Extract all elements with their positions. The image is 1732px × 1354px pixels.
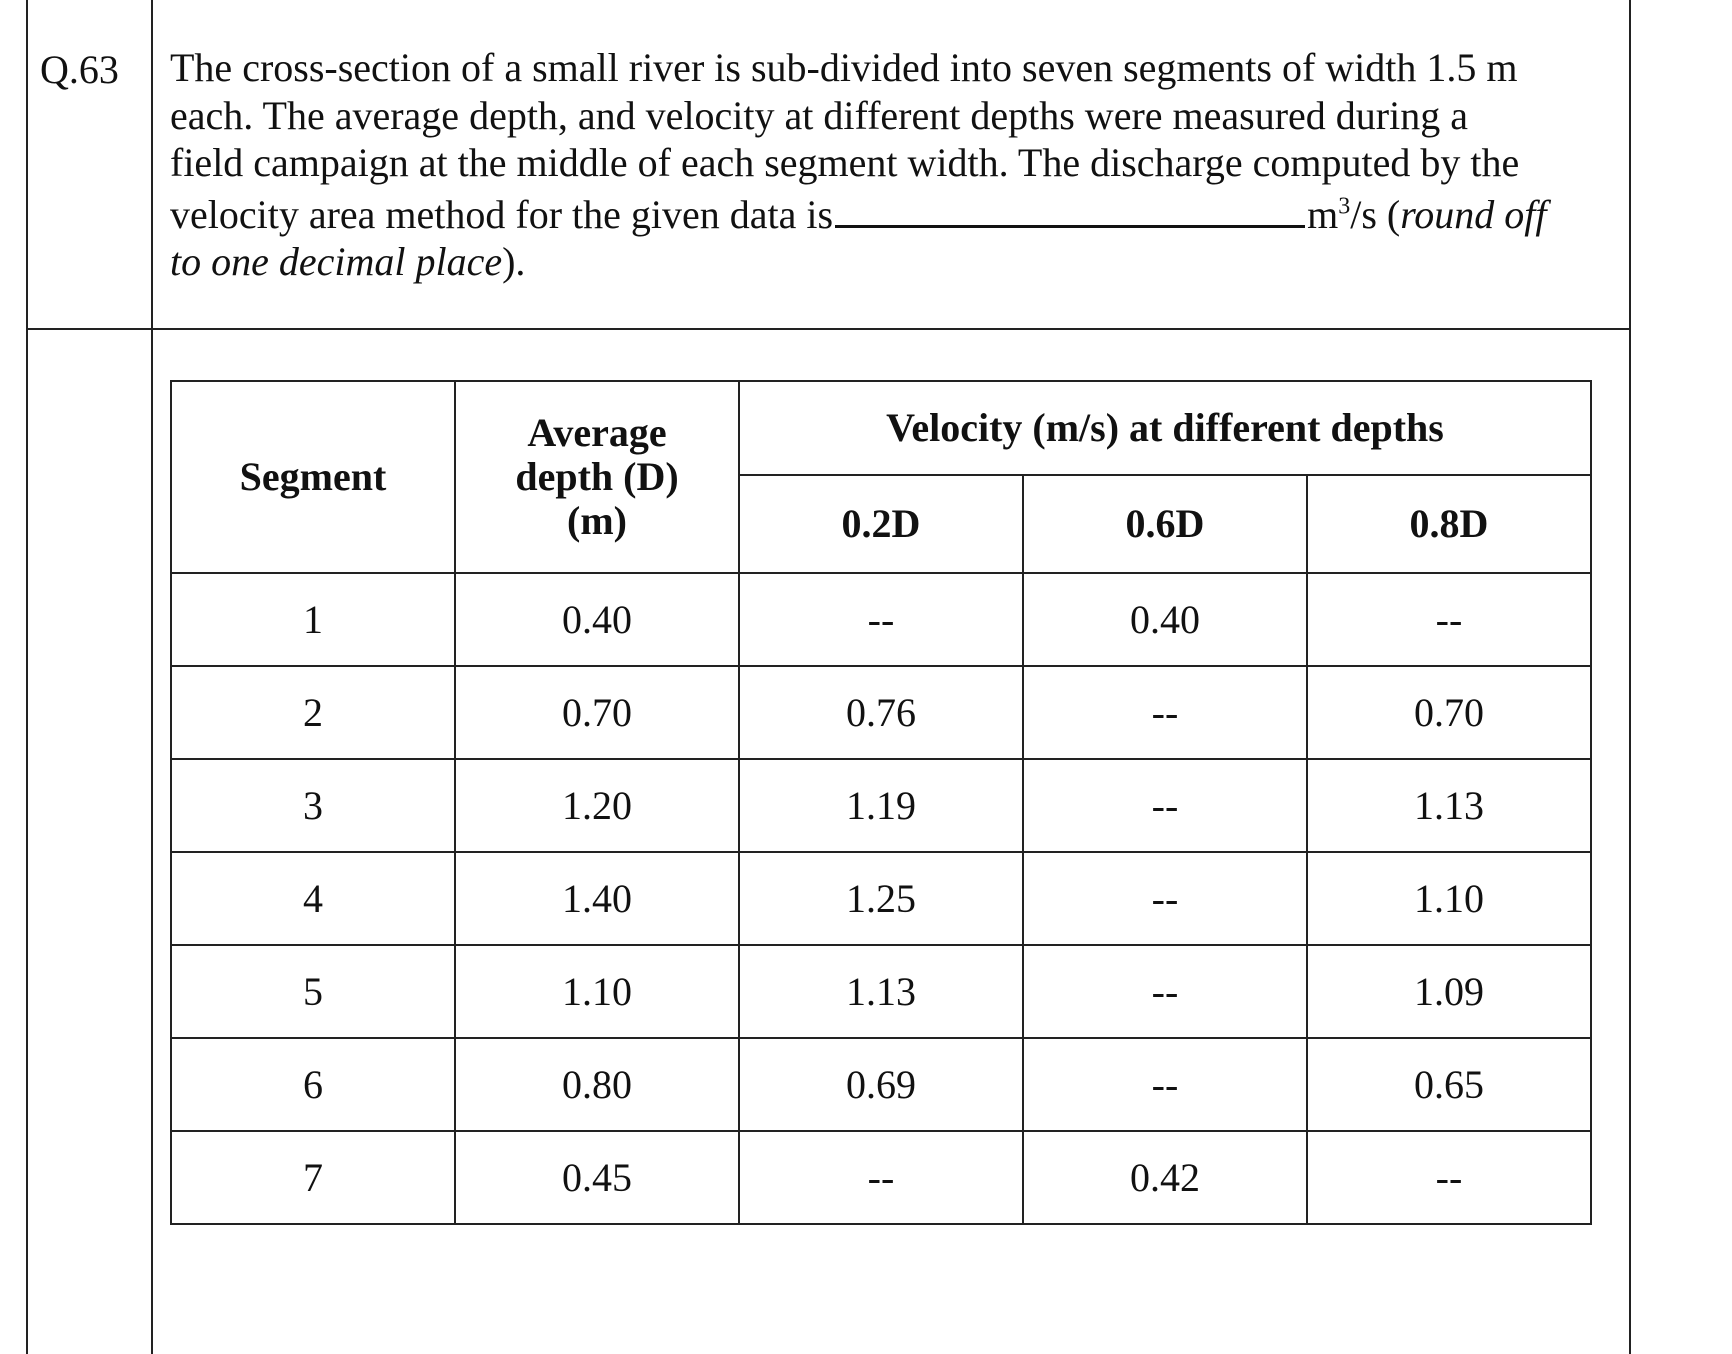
cell-velocity-0-8d: 1.09 [1307, 945, 1591, 1038]
header-average-depth [455, 381, 739, 573]
unit-exponent: 3 [1338, 193, 1351, 220]
cell-velocity-0-8d: -- [1307, 573, 1591, 666]
cell-average-depth: 0.80 [455, 1038, 739, 1131]
question-line-4 [170, 187, 1610, 239]
table-row [171, 852, 1591, 945]
cell-velocity-0-2d: 1.19 [739, 759, 1023, 852]
header-velocity-0-2d: 0.2D [739, 475, 1023, 573]
cell-velocity-0-6d: 0.42 [1023, 1131, 1307, 1224]
question-text [170, 44, 1610, 286]
table-row [171, 573, 1591, 666]
question-line-3 [170, 139, 1610, 187]
cell-velocity-0-2d: -- [739, 573, 1023, 666]
cell-velocity-0-6d: -- [1023, 666, 1307, 759]
cell-average-depth: 1.10 [455, 945, 739, 1038]
question-line-4-text: velocity area method for the given data is [170, 191, 834, 237]
header-average-depth-line-2: depth (D) [515, 454, 679, 499]
cell-segment: 3 [171, 759, 455, 852]
question-line-2 [170, 92, 1610, 140]
unit-tail: /s ( [1350, 191, 1401, 237]
cell-velocity-0-6d: 0.40 [1023, 573, 1307, 666]
cell-segment: 5 [171, 945, 455, 1038]
frame-number-column-border [151, 0, 153, 1354]
question-line-1-text: The cross-section of a small river is sub-divided into seven segments of width 1.5 m [170, 45, 1518, 90]
question-line-5 [170, 238, 1610, 286]
cell-velocity-0-2d: 0.76 [739, 666, 1023, 759]
table-row [171, 666, 1591, 759]
answer-unit [1307, 192, 1400, 237]
question-line-2-text: each. The average depth, and velocity at different depths were measured during a [170, 92, 1468, 138]
cell-average-depth: 1.20 [455, 759, 739, 852]
cell-velocity-0-6d: -- [1023, 945, 1307, 1038]
question-line-3-text: field campaign at the middle of each segment width. The discharge computed by the [170, 140, 1520, 185]
table-row [171, 945, 1591, 1038]
cell-velocity-0-2d: 0.69 [739, 1038, 1023, 1131]
cell-velocity-0-8d: 0.70 [1307, 666, 1591, 759]
table-row [171, 1038, 1591, 1131]
decimal-place-note: to one decimal place [170, 239, 503, 284]
header-velocity-0-8d: 0.8D [1307, 475, 1591, 573]
river-data-table [170, 380, 1592, 1225]
cell-average-depth: 1.40 [455, 852, 739, 945]
frame-left-border [26, 0, 28, 1354]
cell-velocity-0-6d: -- [1023, 1038, 1307, 1131]
table-row [171, 1131, 1591, 1224]
cell-average-depth: 0.70 [455, 666, 739, 759]
question-line-1 [170, 44, 1610, 92]
header-velocity-group: Velocity (m/s) at different depths [739, 381, 1591, 475]
cell-velocity-0-2d: -- [739, 1131, 1023, 1224]
cell-velocity-0-8d: 1.13 [1307, 759, 1591, 852]
round-off-note: round off [1400, 191, 1547, 237]
cell-average-depth: 0.45 [455, 1131, 739, 1224]
table-body [171, 573, 1591, 1224]
header-average-depth-line-1: Average [527, 410, 667, 455]
answer-blank[interactable] [835, 187, 1305, 228]
cell-average-depth: 0.40 [455, 573, 739, 666]
frame-horizontal-divider [26, 328, 1631, 330]
frame-right-border [1629, 0, 1631, 1354]
cell-velocity-0-2d: 1.25 [739, 852, 1023, 945]
header-average-depth-line-3: (m) [567, 498, 627, 543]
cell-velocity-0-6d: -- [1023, 852, 1307, 945]
cell-velocity-0-8d: -- [1307, 1131, 1591, 1224]
cell-segment: 6 [171, 1038, 455, 1131]
header-velocity-0-6d: 0.6D [1023, 475, 1307, 573]
cell-velocity-0-8d: 1.10 [1307, 852, 1591, 945]
table-header-row-1 [171, 381, 1591, 475]
unit-base: m [1307, 191, 1339, 237]
question-closing: ). [502, 239, 526, 284]
cell-velocity-0-2d: 1.13 [739, 945, 1023, 1038]
cell-velocity-0-6d: -- [1023, 759, 1307, 852]
table-row [171, 759, 1591, 852]
cell-segment: 7 [171, 1131, 455, 1224]
header-segment: Segment [171, 381, 455, 573]
cell-segment: 2 [171, 666, 455, 759]
cell-velocity-0-8d: 0.65 [1307, 1038, 1591, 1131]
cell-segment: 4 [171, 852, 455, 945]
cell-segment: 1 [171, 573, 455, 666]
question-number: Q.63 [40, 47, 119, 92]
